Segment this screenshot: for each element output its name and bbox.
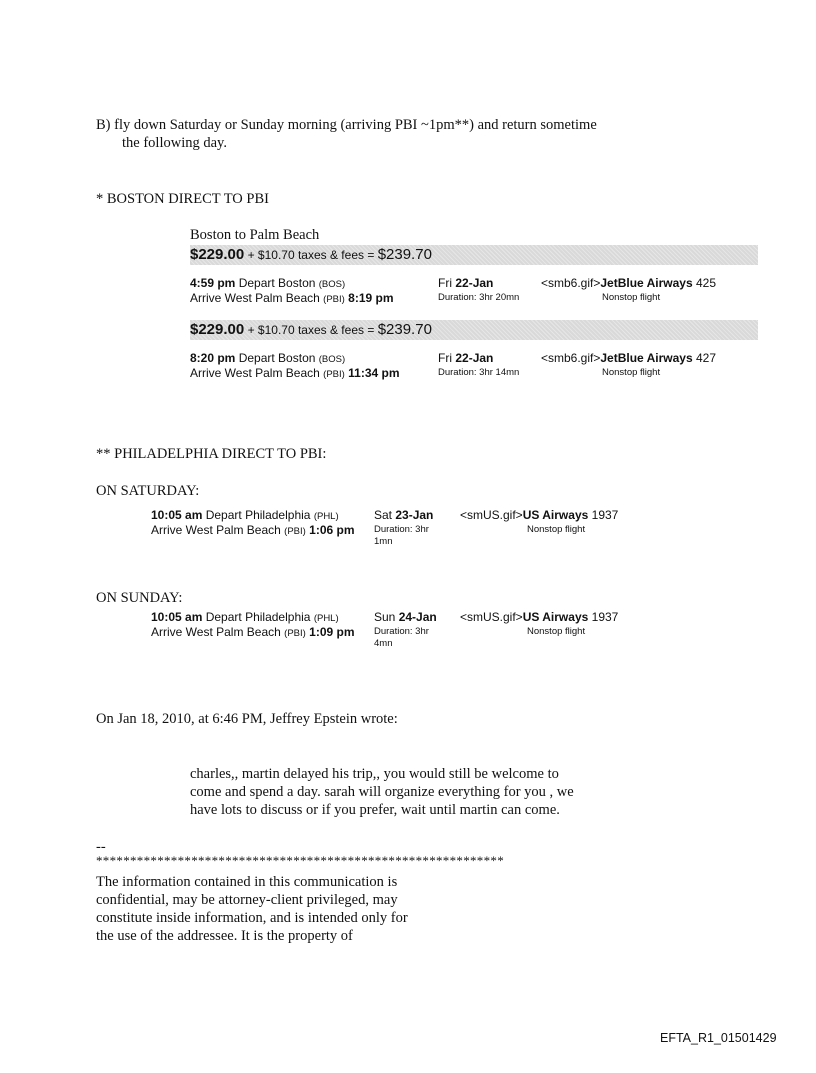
arrive-time: 8:19 pm: [348, 291, 394, 305]
flight-number: 1937: [591, 508, 619, 522]
sunday-label: ON SUNDAY:: [96, 590, 183, 606]
airline-name: JetBlue Airways: [600, 276, 693, 290]
reply-header: On Jan 18, 2010, at 6:46 PM, Jeffrey Epstein wrote:: [96, 711, 398, 727]
arrive-time: 11:34 pm: [348, 366, 400, 380]
depart-text: Depart Philadelphia: [205, 508, 311, 522]
flight-number: 1937: [591, 610, 619, 624]
airline-line: [541, 276, 716, 290]
flight-date: [438, 276, 493, 290]
depart-text: Depart Boston: [238, 276, 316, 290]
airline-line: [541, 351, 716, 365]
flight-number: 427: [695, 351, 717, 365]
depart-line: [190, 276, 345, 290]
fare-price: $229.00: [190, 246, 245, 263]
nonstop-label: Nonstop flight: [527, 626, 586, 637]
airline-name: US Airways: [522, 508, 589, 522]
airline-line: [460, 610, 618, 624]
depart-code: (PHL): [313, 511, 339, 522]
flight-duration-cont: 4mn: [374, 638, 393, 649]
flight-date: [438, 351, 493, 365]
flight-date: [374, 508, 433, 522]
quote-line-1: charles,, martin delayed his trip,, you would still be welcome to: [190, 766, 559, 782]
depart-code: (BOS): [318, 279, 346, 290]
fare-price-bar: [190, 245, 758, 265]
disclaimer-line-2: confidential, may be attorney-client privileged, may: [96, 892, 398, 908]
intro-line-1: B) fly down Saturday or Sunday morning (arriving PBI ~1pm**) and return sometime: [96, 117, 597, 133]
arrive-line: [151, 523, 355, 537]
nonstop-label: Nonstop flight: [602, 367, 661, 378]
airline-name: US Airways: [522, 610, 589, 624]
arrive-code: (PBI): [323, 369, 345, 380]
flight-day: Fri: [438, 276, 452, 290]
flight-duration: Duration: 3hr 20mn: [438, 292, 520, 303]
arrive-code: (PBI): [284, 526, 306, 537]
airline-logo-placeholder: <smUS.gif>: [460, 610, 523, 624]
arrive-text: Arrive West Palm Beach: [151, 523, 281, 537]
depart-time: 4:59 pm: [190, 276, 236, 290]
depart-time: 10:05 am: [151, 508, 203, 522]
quote-line-3: have lots to discuss or if you prefer, wait until martin can come.: [190, 802, 560, 818]
flight-day: Sat: [374, 508, 393, 522]
fare-price-bar: [190, 320, 758, 340]
airline-logo-placeholder: <smUS.gif>: [460, 508, 523, 522]
disclaimer-line-1: The information contained in this communication is: [96, 874, 398, 890]
flight-day: Fri: [438, 351, 452, 365]
disclaimer-line-3: constitute inside information, and is intended only for: [96, 910, 408, 926]
arrive-code: (PBI): [284, 628, 306, 639]
flight-date-value: 22-Jan: [455, 276, 494, 290]
disclaimer-line-4: the use of the addressee. It is the property of: [96, 928, 353, 944]
arrive-text: Arrive West Palm Beach: [151, 625, 281, 639]
nonstop-label: Nonstop flight: [527, 524, 586, 535]
star-separator: ************************************************************: [96, 853, 504, 868]
flight-duration: Duration: 3hr: [374, 626, 429, 637]
document-id: EFTA_R1_01501429: [660, 1031, 777, 1045]
arrive-time: 1:09 pm: [309, 625, 355, 639]
flight-duration: Duration: 3hr: [374, 524, 429, 535]
nonstop-label: Nonstop flight: [602, 292, 661, 303]
saturday-label: ON SATURDAY:: [96, 483, 200, 499]
boston-heading: * BOSTON DIRECT TO PBI: [96, 191, 269, 207]
signature-dashes: --: [96, 839, 106, 855]
fare-fees: + $10.70 taxes & fees =: [247, 248, 375, 262]
flight-number: 425: [695, 276, 717, 290]
arrive-line: [151, 625, 355, 639]
depart-time: 8:20 pm: [190, 351, 236, 365]
airline-name: JetBlue Airways: [600, 351, 693, 365]
depart-time: 10:05 am: [151, 610, 203, 624]
depart-text: Depart Boston: [238, 351, 316, 365]
route-title: Boston to Palm Beach: [190, 227, 320, 243]
airline-logo-placeholder: <smb6.gif>: [541, 276, 601, 290]
arrive-line: [190, 366, 400, 380]
arrive-text: Arrive West Palm Beach: [190, 291, 320, 305]
fare-price: $229.00: [190, 321, 245, 338]
arrive-line: [190, 291, 394, 305]
airline-logo-placeholder: <smb6.gif>: [541, 351, 601, 365]
arrive-text: Arrive West Palm Beach: [190, 366, 320, 380]
depart-code: (BOS): [318, 354, 346, 365]
flight-day: Sun: [374, 610, 396, 624]
depart-line: [151, 508, 339, 522]
flight-date-value: 23-Jan: [395, 508, 434, 522]
flight-date-value: 22-Jan: [455, 351, 494, 365]
fare-total: $239.70: [377, 246, 432, 263]
arrive-code: (PBI): [323, 294, 345, 305]
intro-line-2: the following day.: [122, 135, 227, 151]
philadelphia-heading: ** PHILADELPHIA DIRECT TO PBI:: [96, 446, 327, 462]
arrive-time: 1:06 pm: [309, 523, 355, 537]
quote-line-2: come and spend a day. sarah will organize everything for you , we: [190, 784, 574, 800]
flight-date: [374, 610, 437, 624]
airline-line: [460, 508, 618, 522]
depart-line: [151, 610, 339, 624]
depart-line: [190, 351, 345, 365]
depart-text: Depart Philadelphia: [205, 610, 311, 624]
fare-total: $239.70: [377, 321, 432, 338]
flight-duration: Duration: 3hr 14mn: [438, 367, 520, 378]
flight-duration-cont: 1mn: [374, 536, 393, 547]
depart-code: (PHL): [313, 613, 339, 624]
fare-fees: + $10.70 taxes & fees =: [247, 323, 375, 337]
flight-date-value: 24-Jan: [398, 610, 437, 624]
